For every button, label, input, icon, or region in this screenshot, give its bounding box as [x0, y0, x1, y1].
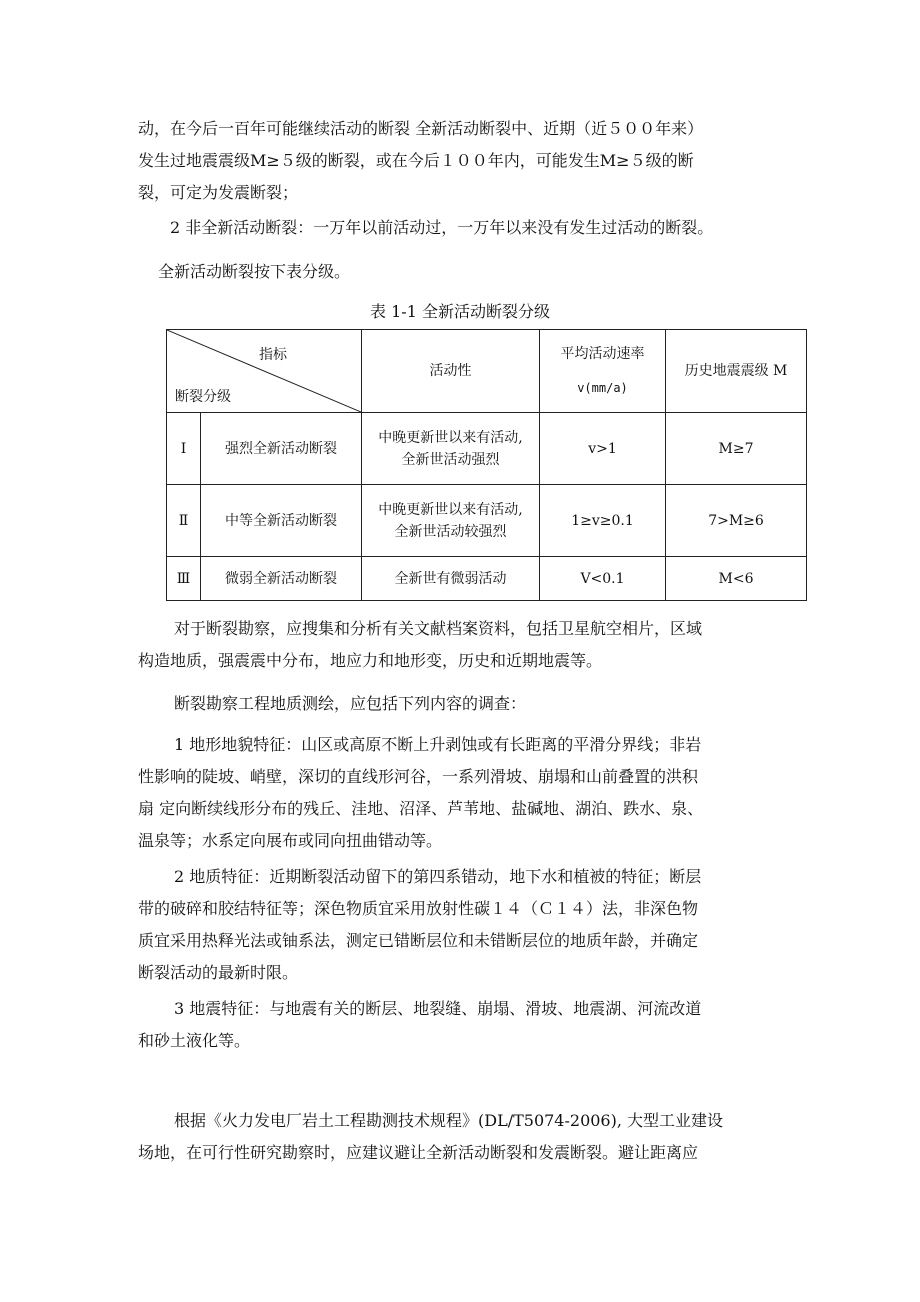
table-caption: 表 1-1 全新活动断裂分级	[370, 302, 550, 321]
text-line: 温泉等；水系定向展布或同向扭曲错动等。	[138, 831, 443, 850]
grade-cell: Ⅱ	[167, 485, 201, 557]
activity-cell	[362, 413, 540, 485]
text-line: 全新活动断裂按下表分级。	[158, 262, 351, 281]
text-line: 3 地震特征：与地震有关的断层、地裂缝、崩塌、滑坡、地震湖、河流改道	[174, 999, 702, 1018]
text-line: 1 地形地貌特征：山区或高原不断上升剥蚀或有长距离的平滑分界线；非岩	[174, 735, 702, 754]
paragraph-landform-features	[138, 729, 788, 857]
grade-cell: Ⅰ	[167, 413, 201, 485]
grade-name-cell: 中等全新活动断裂	[201, 485, 362, 557]
text-line: 裂，可定为发震断裂；	[138, 183, 299, 202]
text-line: 发生过地震震级M≥５级的断裂，或在今后１００年内，可能发生M≥５级的断	[138, 151, 694, 170]
paragraph-table-intro	[158, 256, 808, 288]
text-line: 对于断裂勘察，应搜集和分析有关文献档案资料，包括卫星航空相片，区域	[174, 619, 703, 638]
text-line: 构造地质，强震震中分布，地应力和地形变，历史和近期地震等。	[138, 651, 603, 670]
rate-cell: v>1	[540, 413, 666, 485]
activity-line: 全新世活动较强烈	[394, 523, 507, 540]
magnitude-cell: M<6	[666, 557, 807, 601]
activity-cell: 全新世有微弱活动	[362, 557, 540, 601]
table-row	[167, 557, 807, 601]
header-rate-line1: 平均活动速率	[560, 346, 645, 362]
rate-cell: V<0.1	[540, 557, 666, 601]
table-header-row	[167, 330, 807, 413]
table-row	[167, 485, 807, 557]
text-line: 动，在今后一百年可能继续活动的断裂 全新活动断裂中、近期（近５００年来）	[138, 119, 704, 138]
paragraph-avoidance-rule	[138, 1105, 788, 1169]
header-magnitude: 历史地震震级 M	[666, 330, 807, 413]
text-line: 场地，在可行性研究勘察时，应建议避让全新活动断裂和发震断裂。避让距离应	[138, 1143, 699, 1162]
header-rate	[540, 330, 666, 413]
diagonal-header-cell	[167, 330, 362, 413]
header-grade-label: 断裂分级	[175, 389, 231, 405]
table-row	[167, 413, 807, 485]
grade-name-cell: 微弱全新活动断裂	[201, 557, 362, 601]
grade-cell: Ⅲ	[167, 557, 201, 601]
fault-grade-table	[166, 329, 807, 601]
text-line: 2 非全新活动断裂：一万年以前活动过，一万年以来没有发生过活动的断裂。	[170, 218, 714, 237]
paragraph-geologic-features	[138, 861, 788, 989]
paragraph-seismic-features	[138, 993, 788, 1057]
header-activity: 活动性	[362, 330, 540, 413]
activity-cell	[362, 485, 540, 557]
header-rate-line2: v(mm/a)	[577, 381, 628, 395]
grade-name-cell: 强烈全新活动断裂	[201, 413, 362, 485]
text-line: 根据《火力发电厂岩土工程勘测技术规程》(DL/T5074-2006), 大型工业建设	[174, 1111, 724, 1130]
activity-line: 全新世活动强烈	[401, 451, 500, 468]
text-line: 带的破碎和胶结特征等；深色物质宜采用放射性碳１４（Ｃ１４）法，非深色物	[138, 899, 699, 918]
text-line: 扇 定向断续线形分布的残丘、洼地、沼泽、芦苇地、盐碱地、湖泊、跌水、泉、	[138, 799, 704, 818]
magnitude-cell: 7>M≥6	[666, 485, 807, 557]
text-line: 2 地质特征：近期断裂活动留下的第四系错动，地下水和植被的特征；断层	[174, 867, 702, 886]
text-line: 质宜采用热释光法或铀系法，测定已错断层位和未错断层位的地质年龄，并确定	[138, 931, 699, 950]
magnitude-cell: M≥7	[666, 413, 807, 485]
paragraph-data-collection	[138, 613, 794, 677]
paragraph-fault-definition	[138, 113, 788, 209]
activity-line: 中晚更新世以来有活动,	[378, 429, 523, 446]
text-line: 断裂勘察工程地质测绘，应包括下列内容的调查：	[174, 694, 527, 713]
text-line: 性影响的陡坡、峭壁，深切的直线形河谷，一系列滑坡、崩塌和山前叠置的洪积	[138, 767, 699, 786]
text-line: 和砂土液化等。	[138, 1031, 251, 1050]
text-line: 断裂活动的最新时限。	[138, 963, 299, 982]
activity-line: 中晚更新世以来有活动,	[378, 501, 523, 518]
paragraph-survey-content	[174, 688, 824, 720]
paragraph-non-holocene-fault	[170, 212, 820, 244]
rate-cell: 1≥v≥0.1	[540, 485, 666, 557]
header-indicator-label: 指标	[259, 347, 287, 363]
